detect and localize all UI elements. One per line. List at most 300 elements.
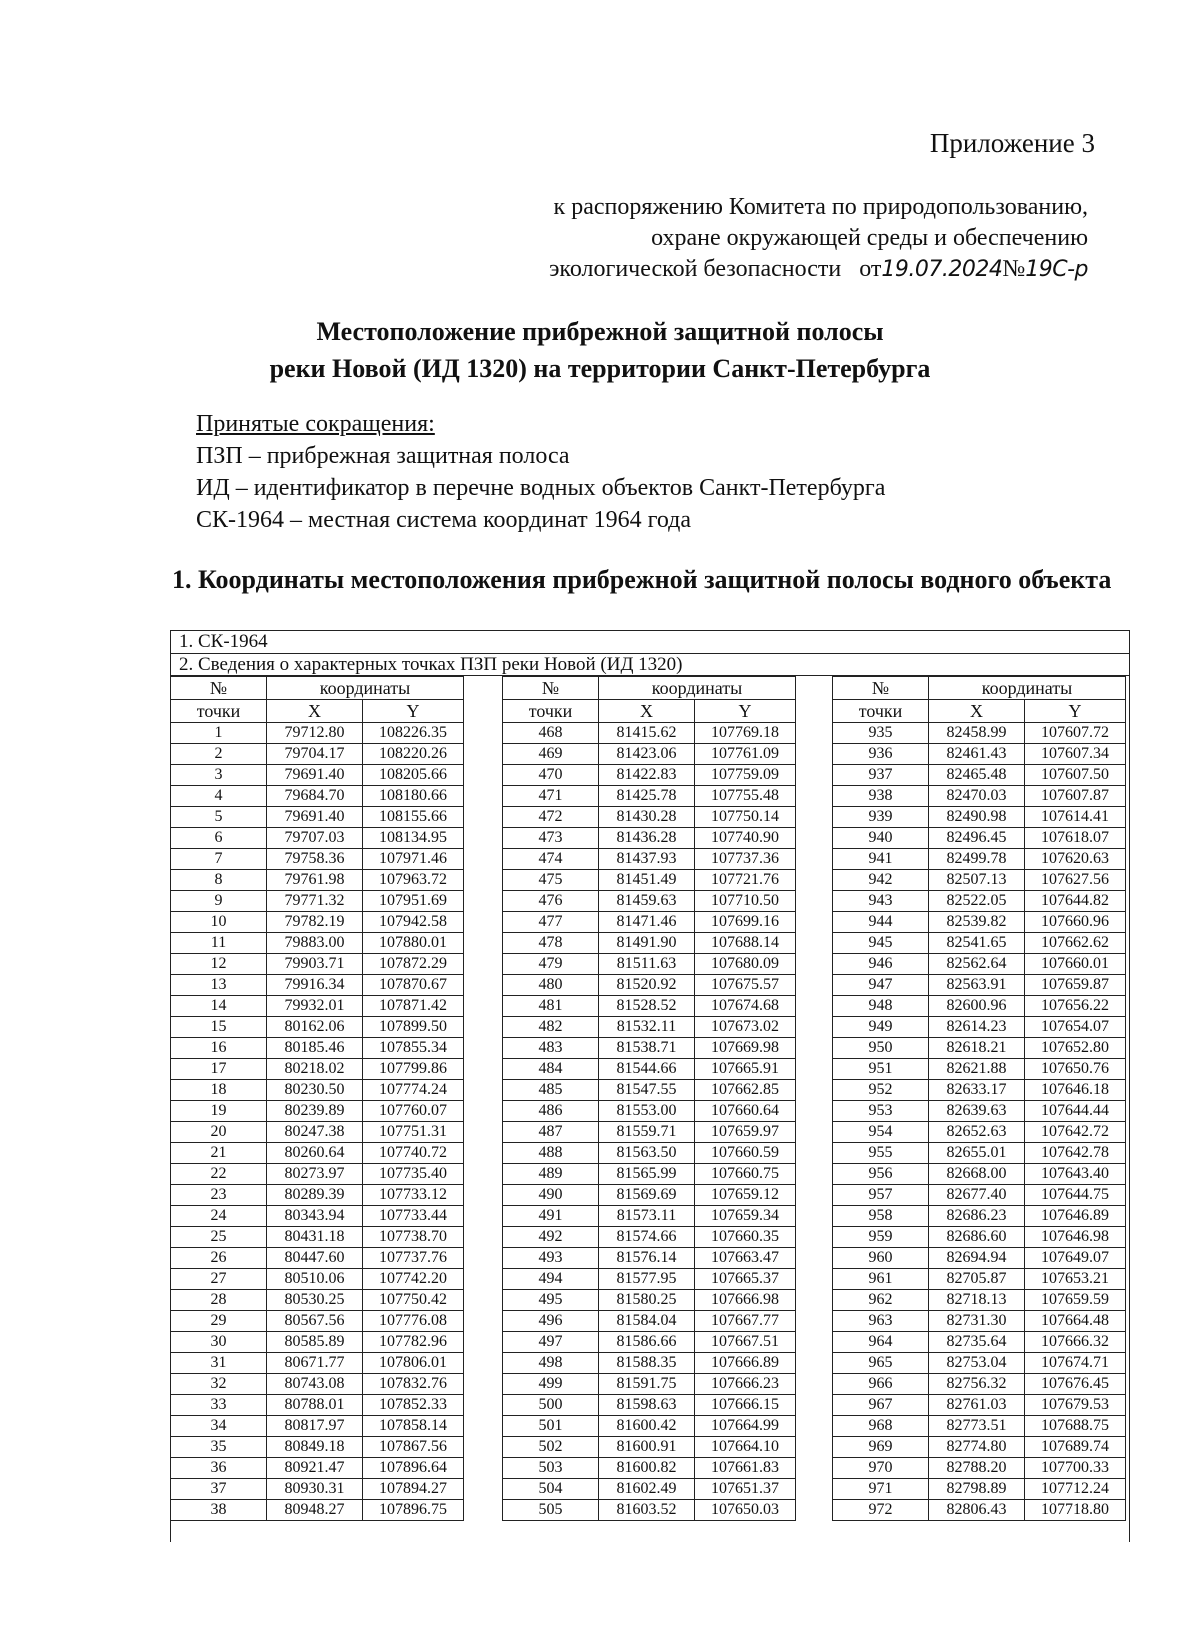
- point-number: 38: [171, 1500, 267, 1521]
- point-number: 504: [503, 1479, 599, 1500]
- header-coordinates: координаты: [599, 677, 796, 700]
- coord-y: 107660.75: [695, 1164, 796, 1185]
- table-row: [833, 849, 1126, 870]
- point-number: 495: [503, 1290, 599, 1311]
- coord-y: 107659.34: [695, 1206, 796, 1227]
- title-line-1: Местоположение прибрежной защитной полосы: [316, 317, 884, 346]
- table-row: [503, 1059, 796, 1080]
- coord-x: 82499.78: [929, 849, 1025, 870]
- coord-y: 107858.14: [363, 1416, 464, 1437]
- coord-x: 82618.21: [929, 1038, 1025, 1059]
- coord-x: 79707.03: [267, 828, 363, 849]
- coord-y: 107664.99: [695, 1416, 796, 1437]
- table-row: [503, 1500, 796, 1521]
- coord-y: 107899.50: [363, 1017, 464, 1038]
- point-number: 949: [833, 1017, 929, 1038]
- table-row: [833, 744, 1126, 765]
- coord-y: 107680.09: [695, 954, 796, 975]
- point-number: 502: [503, 1437, 599, 1458]
- coord-y: 107896.75: [363, 1500, 464, 1521]
- coord-x: 80585.89: [267, 1332, 363, 1353]
- point-number: 473: [503, 828, 599, 849]
- table-row: [833, 1059, 1126, 1080]
- table-header-row: [833, 700, 1126, 723]
- table-row: [171, 1395, 464, 1416]
- title-line-2: реки Новой (ИД 1320) на территории Санкт-Петербурга: [269, 354, 931, 383]
- coord-y: 107700.33: [1025, 1458, 1126, 1479]
- abbreviation-item: ИД – идентификатор в перечне водных объектов Санкт-Петербурга: [196, 475, 886, 501]
- abbreviation-item: ПЗП – прибрежная защитная полоса: [196, 443, 570, 469]
- decree-number: 19С-р: [1025, 257, 1088, 282]
- point-number: 968: [833, 1416, 929, 1437]
- coord-x: 82470.03: [929, 786, 1025, 807]
- table-row: [171, 786, 464, 807]
- coord-y: 107663.47: [695, 1248, 796, 1269]
- coord-x: 79704.17: [267, 744, 363, 765]
- coord-y: 107799.86: [363, 1059, 464, 1080]
- point-number: 11: [171, 933, 267, 954]
- coord-y: 107607.87: [1025, 786, 1126, 807]
- coord-x: 82668.00: [929, 1164, 1025, 1185]
- point-number: 945: [833, 933, 929, 954]
- table-row: [833, 912, 1126, 933]
- coord-x: 82761.03: [929, 1395, 1025, 1416]
- point-number: 482: [503, 1017, 599, 1038]
- coord-x: 82774.80: [929, 1437, 1025, 1458]
- point-number: 7: [171, 849, 267, 870]
- coord-y: 107769.18: [695, 723, 796, 744]
- table-row: [503, 1353, 796, 1374]
- table-row: [171, 1374, 464, 1395]
- table-row: [503, 912, 796, 933]
- coord-y: 107674.68: [695, 996, 796, 1017]
- coord-y: 107737.76: [363, 1248, 464, 1269]
- coord-y: 107951.69: [363, 891, 464, 912]
- coord-x: 82731.30: [929, 1311, 1025, 1332]
- coord-y: 107718.80: [1025, 1500, 1126, 1521]
- coord-x: 81559.71: [599, 1122, 695, 1143]
- table-row: [171, 765, 464, 786]
- table-row: [833, 1122, 1126, 1143]
- coord-x: 81569.69: [599, 1185, 695, 1206]
- point-number: 498: [503, 1353, 599, 1374]
- point-number: 10: [171, 912, 267, 933]
- coord-y: 107710.50: [695, 891, 796, 912]
- coord-x: 81415.62: [599, 723, 695, 744]
- table-header-row: [171, 677, 464, 700]
- coord-x: 81586.66: [599, 1332, 695, 1353]
- coord-y: 107760.07: [363, 1101, 464, 1122]
- coord-y: 107661.83: [695, 1458, 796, 1479]
- coord-x: 80343.94: [267, 1206, 363, 1227]
- coord-y: 107654.07: [1025, 1017, 1126, 1038]
- coord-x: 80930.31: [267, 1479, 363, 1500]
- coord-x: 81451.49: [599, 870, 695, 891]
- coord-x: 82756.32: [929, 1374, 1025, 1395]
- coord-y: 107660.35: [695, 1227, 796, 1248]
- point-number: 937: [833, 765, 929, 786]
- table-row: [171, 1059, 464, 1080]
- point-number: 478: [503, 933, 599, 954]
- coord-y: 107721.76: [695, 870, 796, 891]
- point-number: 27: [171, 1269, 267, 1290]
- table-row: [171, 1332, 464, 1353]
- table-row: [503, 1395, 796, 1416]
- coord-x: 80567.56: [267, 1311, 363, 1332]
- table-row: [171, 1437, 464, 1458]
- coord-x: 82677.40: [929, 1185, 1025, 1206]
- point-number: 939: [833, 807, 929, 828]
- table-row: [833, 723, 1126, 744]
- table-row: [833, 1395, 1126, 1416]
- point-number: 966: [833, 1374, 929, 1395]
- table-row: [171, 1248, 464, 1269]
- coord-x: 82539.82: [929, 912, 1025, 933]
- table-row: [833, 1017, 1126, 1038]
- coord-y: 107642.78: [1025, 1143, 1126, 1164]
- coord-y: 107660.59: [695, 1143, 796, 1164]
- table-row: [833, 933, 1126, 954]
- point-number: 493: [503, 1248, 599, 1269]
- table-row: [833, 765, 1126, 786]
- table-row: [833, 1332, 1126, 1353]
- point-number: 481: [503, 996, 599, 1017]
- table-row: [503, 1017, 796, 1038]
- coord-x: 80273.97: [267, 1164, 363, 1185]
- table-row: [833, 1227, 1126, 1248]
- point-number: 468: [503, 723, 599, 744]
- point-number: 503: [503, 1458, 599, 1479]
- coordinates-table: [170, 630, 1130, 1543]
- header-coordinates: координаты: [929, 677, 1126, 700]
- table-row: [833, 1101, 1126, 1122]
- point-number: 957: [833, 1185, 929, 1206]
- coord-x: 81588.35: [599, 1353, 695, 1374]
- coord-y: 107652.80: [1025, 1038, 1126, 1059]
- coord-x: 80230.50: [267, 1080, 363, 1101]
- table-row: [833, 891, 1126, 912]
- coord-x: 80510.06: [267, 1269, 363, 1290]
- coord-y: 107644.82: [1025, 891, 1126, 912]
- table-row: [171, 1479, 464, 1500]
- coord-y: 107742.20: [363, 1269, 464, 1290]
- coord-y: 107646.98: [1025, 1227, 1126, 1248]
- coord-y: 107669.98: [695, 1038, 796, 1059]
- table-row: [503, 807, 796, 828]
- coord-y: 107644.44: [1025, 1101, 1126, 1122]
- coord-y: 107735.40: [363, 1164, 464, 1185]
- coord-x: 82753.04: [929, 1353, 1025, 1374]
- point-number: 492: [503, 1227, 599, 1248]
- point-number: 953: [833, 1101, 929, 1122]
- coord-x: 81459.63: [599, 891, 695, 912]
- coord-x: 81437.93: [599, 849, 695, 870]
- point-number: 469: [503, 744, 599, 765]
- coord-y: 107664.48: [1025, 1311, 1126, 1332]
- coord-x: 79883.00: [267, 933, 363, 954]
- header-y: Y: [1025, 700, 1126, 723]
- table-row: [503, 744, 796, 765]
- point-number: 17: [171, 1059, 267, 1080]
- table-row: [833, 1374, 1126, 1395]
- point-number: 36: [171, 1458, 267, 1479]
- coord-x: 82490.98: [929, 807, 1025, 828]
- table-row: [171, 1458, 464, 1479]
- decree-line-3: [388, 254, 1088, 285]
- coord-x: 80743.08: [267, 1374, 363, 1395]
- header-x: X: [267, 700, 363, 723]
- coord-x: 82773.51: [929, 1416, 1025, 1437]
- table-row: [171, 954, 464, 975]
- coord-x: 81528.52: [599, 996, 695, 1017]
- point-number: 6: [171, 828, 267, 849]
- coord-x: 80849.18: [267, 1437, 363, 1458]
- coord-y: 107733.44: [363, 1206, 464, 1227]
- coord-x: 81600.42: [599, 1416, 695, 1437]
- point-number: 970: [833, 1458, 929, 1479]
- table-row: [833, 1437, 1126, 1458]
- point-number: 950: [833, 1038, 929, 1059]
- coord-y: 108180.66: [363, 786, 464, 807]
- coord-x: 82461.43: [929, 744, 1025, 765]
- decree-number-sign: №: [1002, 256, 1026, 282]
- point-number: 476: [503, 891, 599, 912]
- coord-y: 107662.85: [695, 1080, 796, 1101]
- point-number: 961: [833, 1269, 929, 1290]
- coord-y: 108134.95: [363, 828, 464, 849]
- table-row: [833, 1311, 1126, 1332]
- coord-x: 81563.50: [599, 1143, 695, 1164]
- point-number: 485: [503, 1080, 599, 1101]
- table-right-border: [1129, 676, 1130, 1542]
- point-number: 969: [833, 1437, 929, 1458]
- point-number: 962: [833, 1290, 929, 1311]
- point-number: 944: [833, 912, 929, 933]
- coord-y: 108205.66: [363, 765, 464, 786]
- table-row: [503, 1248, 796, 1269]
- coord-y: 107666.89: [695, 1353, 796, 1374]
- coord-x: 79903.71: [267, 954, 363, 975]
- table-row: [171, 807, 464, 828]
- coord-y: 107673.02: [695, 1017, 796, 1038]
- coord-x: 82652.63: [929, 1122, 1025, 1143]
- point-number: 472: [503, 807, 599, 828]
- document-title: [0, 313, 1200, 387]
- coord-x: 79712.80: [267, 723, 363, 744]
- coord-x: 79684.70: [267, 786, 363, 807]
- table-row: [171, 1206, 464, 1227]
- point-number: 499: [503, 1374, 599, 1395]
- table-row: [833, 996, 1126, 1017]
- table-header-row: [503, 700, 796, 723]
- decree-reference: [388, 192, 1088, 285]
- coord-x: 81577.95: [599, 1269, 695, 1290]
- point-number: 479: [503, 954, 599, 975]
- table-row: [833, 954, 1126, 975]
- coord-y: 107607.72: [1025, 723, 1126, 744]
- decree-line-1: к распоряжению Комитета по природопользованию,: [553, 194, 1088, 220]
- point-number: 32: [171, 1374, 267, 1395]
- coord-x: 82465.48: [929, 765, 1025, 786]
- table-row: [171, 828, 464, 849]
- point-number: 958: [833, 1206, 929, 1227]
- coord-x: 80788.01: [267, 1395, 363, 1416]
- coord-y: 108226.35: [363, 723, 464, 744]
- table-row: [171, 1290, 464, 1311]
- coord-x: 81547.55: [599, 1080, 695, 1101]
- coord-y: 107614.41: [1025, 807, 1126, 828]
- point-number: 477: [503, 912, 599, 933]
- table-row: [171, 1122, 464, 1143]
- coord-y: 107806.01: [363, 1353, 464, 1374]
- coord-x: 81600.82: [599, 1458, 695, 1479]
- coord-y: 107646.18: [1025, 1080, 1126, 1101]
- point-number: 942: [833, 870, 929, 891]
- coord-y: 107896.64: [363, 1458, 464, 1479]
- table-row: [833, 1500, 1126, 1521]
- table-row: [503, 1269, 796, 1290]
- table-row: [833, 828, 1126, 849]
- coord-x: 79916.34: [267, 975, 363, 996]
- coord-x: 80431.18: [267, 1227, 363, 1248]
- coord-y: 107649.07: [1025, 1248, 1126, 1269]
- point-number: 31: [171, 1353, 267, 1374]
- table-row: [503, 1374, 796, 1395]
- coord-y: 107650.03: [695, 1500, 796, 1521]
- coord-y: 107607.50: [1025, 765, 1126, 786]
- point-number: 5: [171, 807, 267, 828]
- point-number: 29: [171, 1311, 267, 1332]
- table-row: [503, 1038, 796, 1059]
- point-number: 947: [833, 975, 929, 996]
- coord-x: 81584.04: [599, 1311, 695, 1332]
- coord-y: 107666.15: [695, 1395, 796, 1416]
- table-row: [503, 1311, 796, 1332]
- point-number: 24: [171, 1206, 267, 1227]
- point-number: 972: [833, 1500, 929, 1521]
- table-row: [833, 1080, 1126, 1101]
- point-number: 496: [503, 1311, 599, 1332]
- coord-y: 107665.91: [695, 1059, 796, 1080]
- coord-y: 107664.10: [695, 1437, 796, 1458]
- coord-y: 107660.01: [1025, 954, 1126, 975]
- coord-x: 82562.64: [929, 954, 1025, 975]
- coord-y: 107872.29: [363, 954, 464, 975]
- point-number: 12: [171, 954, 267, 975]
- coord-y: 107761.09: [695, 744, 796, 765]
- coord-x: 79771.32: [267, 891, 363, 912]
- coord-y: 107852.33: [363, 1395, 464, 1416]
- coord-x: 82507.13: [929, 870, 1025, 891]
- coord-x: 81598.63: [599, 1395, 695, 1416]
- coord-y: 107651.37: [695, 1479, 796, 1500]
- point-number: 4: [171, 786, 267, 807]
- table-row: [503, 723, 796, 744]
- coord-y: 107750.14: [695, 807, 796, 828]
- point-number: 940: [833, 828, 929, 849]
- point-number: 37: [171, 1479, 267, 1500]
- coord-x: 81603.52: [599, 1500, 695, 1521]
- table-row: [833, 1038, 1126, 1059]
- point-number: 28: [171, 1290, 267, 1311]
- coord-y: 107656.22: [1025, 996, 1126, 1017]
- abbreviations: [196, 408, 885, 536]
- coord-x: 82686.60: [929, 1227, 1025, 1248]
- coord-x: 82735.64: [929, 1332, 1025, 1353]
- abbreviation-item: СК-1964 – местная система координат 1964 года: [196, 507, 692, 533]
- point-number: 959: [833, 1227, 929, 1248]
- coord-y: 107627.56: [1025, 870, 1126, 891]
- coord-x: 81423.06: [599, 744, 695, 765]
- coord-y: 107699.16: [695, 912, 796, 933]
- table-row: [503, 1185, 796, 1206]
- point-number: 19: [171, 1101, 267, 1122]
- point-number: 26: [171, 1248, 267, 1269]
- point-number: 954: [833, 1122, 929, 1143]
- point-number: 946: [833, 954, 929, 975]
- coord-y: 107738.70: [363, 1227, 464, 1248]
- point-number: 971: [833, 1479, 929, 1500]
- table-row: [503, 870, 796, 891]
- point-number: 22: [171, 1164, 267, 1185]
- coord-y: 107774.24: [363, 1080, 464, 1101]
- point-number: 487: [503, 1122, 599, 1143]
- table-row: [171, 870, 464, 891]
- coordinates-subtable: [502, 676, 796, 1521]
- coord-y: 107740.90: [695, 828, 796, 849]
- coord-y: 107871.42: [363, 996, 464, 1017]
- point-number: 16: [171, 1038, 267, 1059]
- table-row: [503, 1122, 796, 1143]
- coord-y: 107659.87: [1025, 975, 1126, 996]
- coord-y: 107666.23: [695, 1374, 796, 1395]
- coord-x: 82458.99: [929, 723, 1025, 744]
- coord-x: 81553.00: [599, 1101, 695, 1122]
- table-row: [503, 1479, 796, 1500]
- coord-y: 107750.42: [363, 1290, 464, 1311]
- coord-x: 80289.39: [267, 1185, 363, 1206]
- coord-y: 107659.97: [695, 1122, 796, 1143]
- point-number: 480: [503, 975, 599, 996]
- table-row: [171, 1164, 464, 1185]
- point-number: 484: [503, 1059, 599, 1080]
- table-row: [503, 1164, 796, 1185]
- table-row: [171, 1227, 464, 1248]
- point-number: 956: [833, 1164, 929, 1185]
- coord-x: 80239.89: [267, 1101, 363, 1122]
- coord-y: 107894.27: [363, 1479, 464, 1500]
- point-number: 955: [833, 1143, 929, 1164]
- coord-y: 108220.26: [363, 744, 464, 765]
- coord-x: 82798.89: [929, 1479, 1025, 1500]
- coord-y: 107688.14: [695, 933, 796, 954]
- abbreviations-heading: Принятые сокращения:: [196, 411, 435, 437]
- header-y: Y: [363, 700, 464, 723]
- table-row: [833, 1206, 1126, 1227]
- table-row: [833, 1458, 1126, 1479]
- point-number: 23: [171, 1185, 267, 1206]
- point-number: 2: [171, 744, 267, 765]
- coord-y: 107653.21: [1025, 1269, 1126, 1290]
- coord-y: 107662.62: [1025, 933, 1126, 954]
- coord-x: 81580.25: [599, 1290, 695, 1311]
- point-number: 948: [833, 996, 929, 1017]
- point-number: 935: [833, 723, 929, 744]
- point-number: 8: [171, 870, 267, 891]
- table-row: [503, 1227, 796, 1248]
- table-row: [503, 1143, 796, 1164]
- point-number: 33: [171, 1395, 267, 1416]
